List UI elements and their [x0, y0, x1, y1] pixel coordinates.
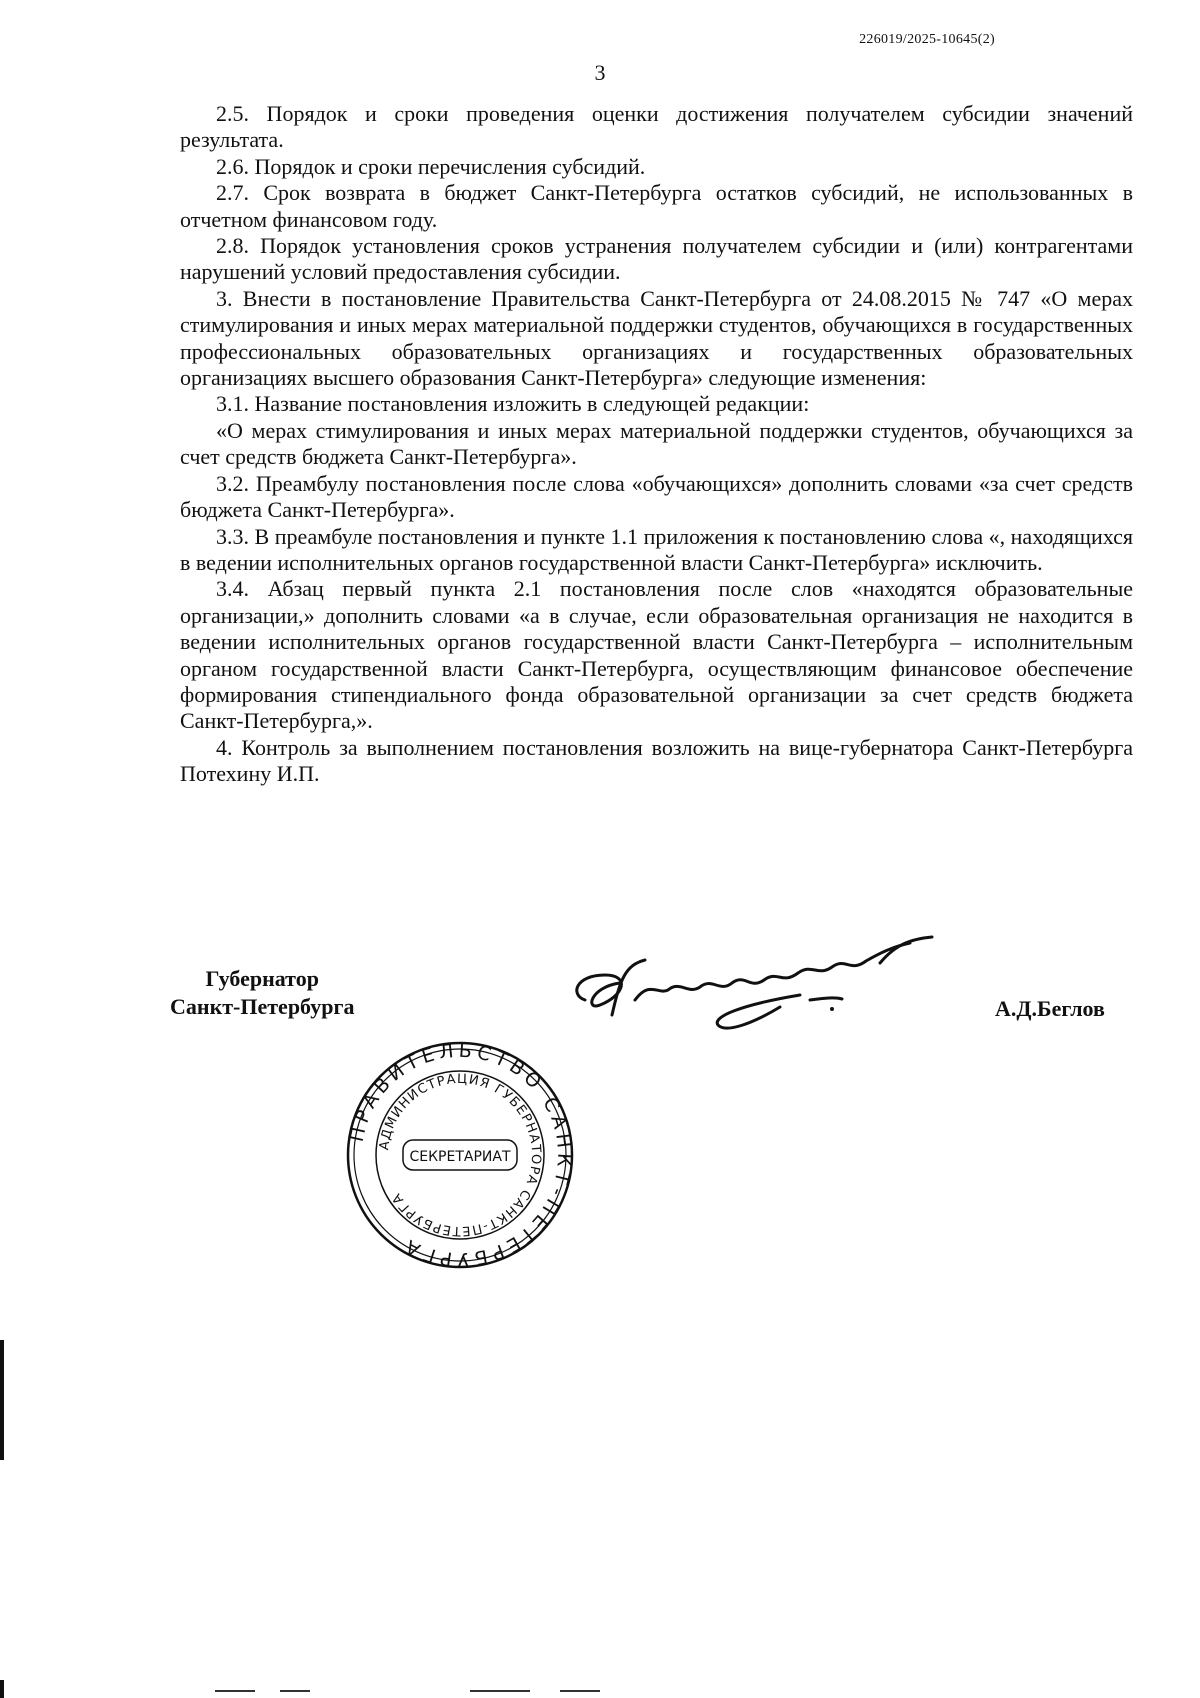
document-number: 226019/2025-10645(2) — [859, 32, 995, 47]
signatory-position — [170, 965, 354, 1021]
seal-inner-text: АДМИНИСТРАЦИЯ ГУБЕРНАТОРА САНКТ-ПЕТЕРБУРГА — [377, 1071, 544, 1239]
paragraph-2-5: 2.5. Порядок и сроки проведения оценки достижения получателем субсидии значений результата. — [180, 101, 1133, 153]
scan-margin-mark-bottom — [0, 1680, 4, 1698]
paragraph-3-1: 3.1. Название постановления изложить в следующей редакции: — [216, 391, 810, 417]
handwritten-signature — [550, 925, 950, 1035]
paragraph-3-2: 3.2. Преамбулу постановления после слова «обучающихся» дополнить словами «за счет средств бюджета Санкт-Петербурга». — [180, 470, 1133, 523]
paragraph-2-7: 2.7. Срок возврата в бюджет Санкт-Петербурга остатков субсидий, не использованных в отчетном финансовом году. — [180, 180, 1133, 232]
paragraph-3-3: 3.3. В преамбуле постановления и пункте 1.1 приложения к постановлению слова «, находящихся в ведении исполнительных органов государственной власти Санкт-Петербурга» исключить. — [180, 523, 1133, 575]
scan-artifact-dash — [215, 1690, 255, 1692]
paragraph-3-4: 3.4. Абзац первый пункта 2.1 постановления после слов «находятся образовательные организации,» дополнить словами «а в случае, если образовательная организация не находится в ведении исполнительных органов государственной власти Санкт-Петербурга – исполнительным органом государственной власти Санкт-Петербурга, осуществляющим финансовое обеспечение формирования стипендиального фонда образовательной организации за счет средств бюджета Санкт-Петербурга,». — [180, 576, 1133, 734]
scan-artifact-dash — [470, 1690, 530, 1692]
signatory-position-line2: Санкт-Петербурга — [170, 994, 355, 1019]
signatory-position-line1: Губернатор — [205, 966, 319, 991]
paragraph-2-6: 2.6. Порядок и сроки перечисления субсидий. — [216, 153, 646, 179]
seal-outer-text: ПРАВИТЕЛЬСТВО САНКТ-ПЕТЕРБУРГА — [345, 1040, 575, 1270]
scan-artifact-dash — [280, 1690, 310, 1692]
paragraph-2-8: 2.8. Порядок установления сроков устранения получателем субсидии и (или) контрагентами нарушений условий предоставления субсидии. — [180, 233, 1133, 285]
signatory-name: А.Д.Беглов — [995, 996, 1105, 1021]
page-number: 3 — [594, 60, 606, 85]
scan-margin-mark — [0, 1340, 4, 1460]
paragraph-3: 3. Внести в постановление Правительства Санкт-Петербурга от 24.08.2015 № 747 «О мерах стимулирования и иных мерах материальной поддержки студентов, обучающихся в государственных профессиональных образовательных организациях и государственных образовательных организациях высшего образования Санкт-Петербурга» следующие изменения: — [180, 285, 1133, 391]
seal-center-text: СЕКРЕТАРИАТ — [409, 1149, 511, 1165]
paragraph-3-1-quote: «О мерах стимулирования и иных мерах материальной поддержки студентов, обучающихся за счет средств бюджета Санкт-Петербурга». — [180, 417, 1133, 470]
official-seal — [345, 1040, 575, 1270]
paragraph-4: 4. Контроль за выполнением постановления возложить на вице-губернатора Санкт-Петербурга Потехину И.П. — [180, 734, 1133, 787]
scan-artifact-dash — [560, 1690, 600, 1692]
